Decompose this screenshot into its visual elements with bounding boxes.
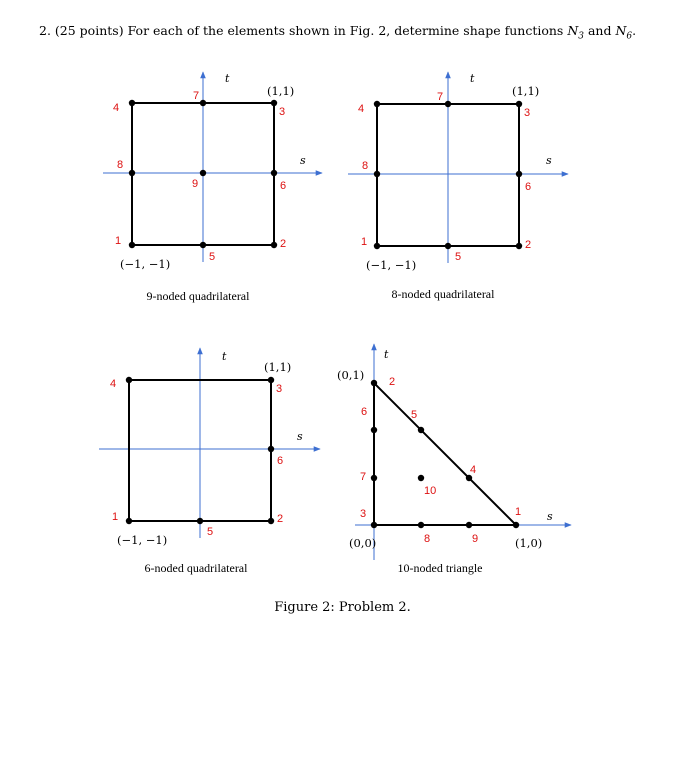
s-axis-label: s <box>546 154 552 167</box>
node-label-10: 10 <box>424 485 437 497</box>
node-label-4: 4 <box>113 102 120 114</box>
corner-label-right: (1,0) <box>515 536 543 550</box>
problem-points: (25 points) <box>54 23 124 38</box>
corner-label-bl: (−1, −1) <box>117 533 168 547</box>
node-6 <box>268 446 274 452</box>
node-label-6: 6 <box>361 406 368 418</box>
figure-caption: 10-noded triangle <box>397 561 483 575</box>
func-n6: $N_6$ <box>615 23 633 42</box>
corner-label-bl: (−1, −1) <box>120 257 171 271</box>
node-label-9: 9 <box>192 178 199 190</box>
node-label-8: 8 <box>424 533 431 545</box>
node-5 <box>418 427 424 433</box>
node-label-9: 9 <box>472 533 479 545</box>
node-2 <box>268 518 274 524</box>
node-label-3: 3 <box>279 106 286 118</box>
node-7 <box>371 475 377 481</box>
t-axis-label: t <box>384 348 389 361</box>
func-n3: $N_3$ <box>567 23 584 42</box>
figure-6-noded-quad <box>99 348 320 575</box>
node-label-3: 3 <box>360 508 367 520</box>
corner-label-tr: (1,1) <box>264 360 292 374</box>
node-label-2: 2 <box>389 376 396 388</box>
node-1 <box>126 518 132 524</box>
corner-label-origin: (0,0) <box>349 536 377 550</box>
node-label-8: 8 <box>362 160 369 172</box>
node-4 <box>129 100 135 106</box>
corner-label-tr: (1,1) <box>512 84 540 98</box>
s-axis-label: s <box>300 154 306 167</box>
node-7 <box>200 100 206 106</box>
problem-conj: and <box>587 23 612 38</box>
node-8 <box>374 171 380 177</box>
node-3 <box>271 100 277 106</box>
node-2 <box>371 380 377 386</box>
node-3 <box>268 377 274 383</box>
node-5 <box>200 242 206 248</box>
s-axis-label: s <box>297 430 303 443</box>
figure-caption: 6-noded quadrilateral <box>144 561 248 575</box>
node-label-3: 3 <box>276 383 283 395</box>
node-label-5: 5 <box>209 251 216 263</box>
problem-text: For each of the elements shown in Fig. 2, determine shape functions <box>127 23 564 38</box>
node-label-5: 5 <box>411 409 418 421</box>
node-label-5: 5 <box>207 526 214 538</box>
problem-number: 2. <box>39 23 51 38</box>
node-label-4: 4 <box>358 103 365 115</box>
corner-label-top: (0,1) <box>337 368 365 382</box>
figure-2-caption: Figure 2: Problem 2. <box>274 600 411 615</box>
node-label-4: 4 <box>470 464 477 476</box>
figure-caption: 8-noded quadrilateral <box>391 287 495 301</box>
node-label-2: 2 <box>525 239 532 251</box>
t-axis-label: t <box>222 350 227 363</box>
problem-end: . <box>632 23 637 38</box>
node-1 <box>129 242 135 248</box>
node-label-5: 5 <box>455 251 462 263</box>
figure-9-noded-quad <box>103 72 322 303</box>
node-4 <box>374 101 380 107</box>
node-3 <box>516 101 522 107</box>
node-label-3: 3 <box>524 107 531 119</box>
node-label-7: 7 <box>193 90 200 102</box>
node-label-7: 7 <box>360 471 367 483</box>
node-5 <box>445 243 451 249</box>
node-4 <box>126 377 132 383</box>
node-label-6: 6 <box>525 181 532 193</box>
node-label-2: 2 <box>277 513 284 525</box>
node-6 <box>371 427 377 433</box>
node-label-6: 6 <box>280 180 287 192</box>
node-1 <box>374 243 380 249</box>
node-9 <box>200 170 206 176</box>
t-axis-label: t <box>225 72 230 85</box>
node-2 <box>516 243 522 249</box>
node-2 <box>271 242 277 248</box>
element-boundary <box>374 383 516 525</box>
node-label-1: 1 <box>115 235 122 247</box>
node-8 <box>129 170 135 176</box>
node-7 <box>445 101 451 107</box>
s-axis-label: s <box>547 510 553 523</box>
corner-label-tr: (1,1) <box>267 84 295 98</box>
node-label-8: 8 <box>117 159 124 171</box>
node-10 <box>418 475 424 481</box>
corner-label-bl: (−1, −1) <box>366 258 417 272</box>
node-6 <box>516 171 522 177</box>
figure-10-noded-triangle <box>337 344 571 575</box>
figure-8-noded-quad <box>348 72 568 301</box>
node-label-1: 1 <box>112 511 119 523</box>
t-axis-label: t <box>470 72 475 85</box>
node-label-7: 7 <box>437 91 444 103</box>
node-1 <box>513 522 519 528</box>
node-label-4: 4 <box>110 378 117 390</box>
node-label-6: 6 <box>277 455 284 467</box>
node-6 <box>271 170 277 176</box>
node-9 <box>466 522 472 528</box>
node-label-1: 1 <box>515 506 522 518</box>
node-3 <box>371 522 377 528</box>
node-label-1: 1 <box>361 236 368 248</box>
node-8 <box>418 522 424 528</box>
node-label-2: 2 <box>280 238 287 250</box>
node-5 <box>197 518 203 524</box>
figure-caption: 9-noded quadrilateral <box>146 289 250 303</box>
